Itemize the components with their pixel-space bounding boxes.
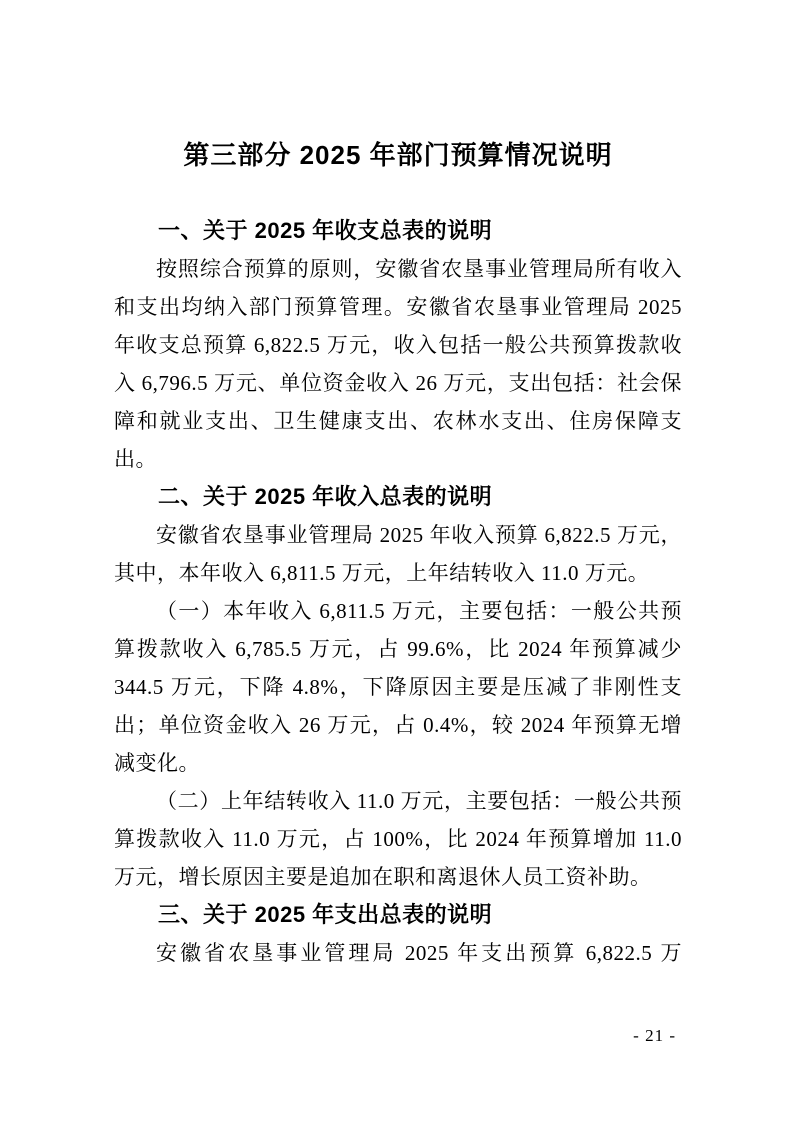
paragraph-current-year-income: （一）本年收入 6,811.5 万元，主要包括：一般公共预算拨款收入 6,785.5 万元，占 99.6%，比 2024 年预算减少 344.5 万元，下降 4.8%，下降原因主要是压减了非刚性支出；单位资金收入 26 万元，占 0.4%，较 2024 年预算无增减变化。 xyxy=(114,599,682,775)
paragraph-carryover-income: （二）上年结转收入 11.0 万元，主要包括：一般公共预算拨款收入 11.0 万元，占 100%，比 2024 年预算增加 11.0 万元，增长原因主要是追加在职和离退休人员工资补助。 xyxy=(114,789,682,889)
page-number: - 21 - xyxy=(633,1026,676,1045)
paragraph-income-total: 安徽省农垦事业管理局 2025 年收入预算 6,822.5 万元，其中，本年收入 6,811.5 万元，上年结转收入 11.0 万元。 xyxy=(114,523,682,585)
section-heading-income-summary: 二、关于 2025 年收入总表的说明 xyxy=(158,484,493,509)
paragraph-budget-overview: 按照综合预算的原则，安徽省农垦事业管理局所有收入和支出均纳入部门预算管理。安徽省农垦事业管理局 2025 年收支总预算 6,822.5 万元，收入包括一般公共预算拨款收入 6,796.5 万元、单位资金收入 26 万元，支出包括：社会保障和就业支出、卫生健康支出、农林水支出、住房保障支出。 xyxy=(114,257,682,471)
paragraph-expenditure-total-truncated: 安徽省农垦事业管理局 2025 年支出预算 6,822.5 万 xyxy=(156,941,682,965)
document-title: 第三部分 2025 年部门预算情况说明 xyxy=(183,140,613,170)
section-heading-income-expenditure-summary: 一、关于 2025 年收支总表的说明 xyxy=(158,218,493,243)
section-heading-expenditure-summary: 三、关于 2025 年支出总表的说明 xyxy=(158,902,493,927)
